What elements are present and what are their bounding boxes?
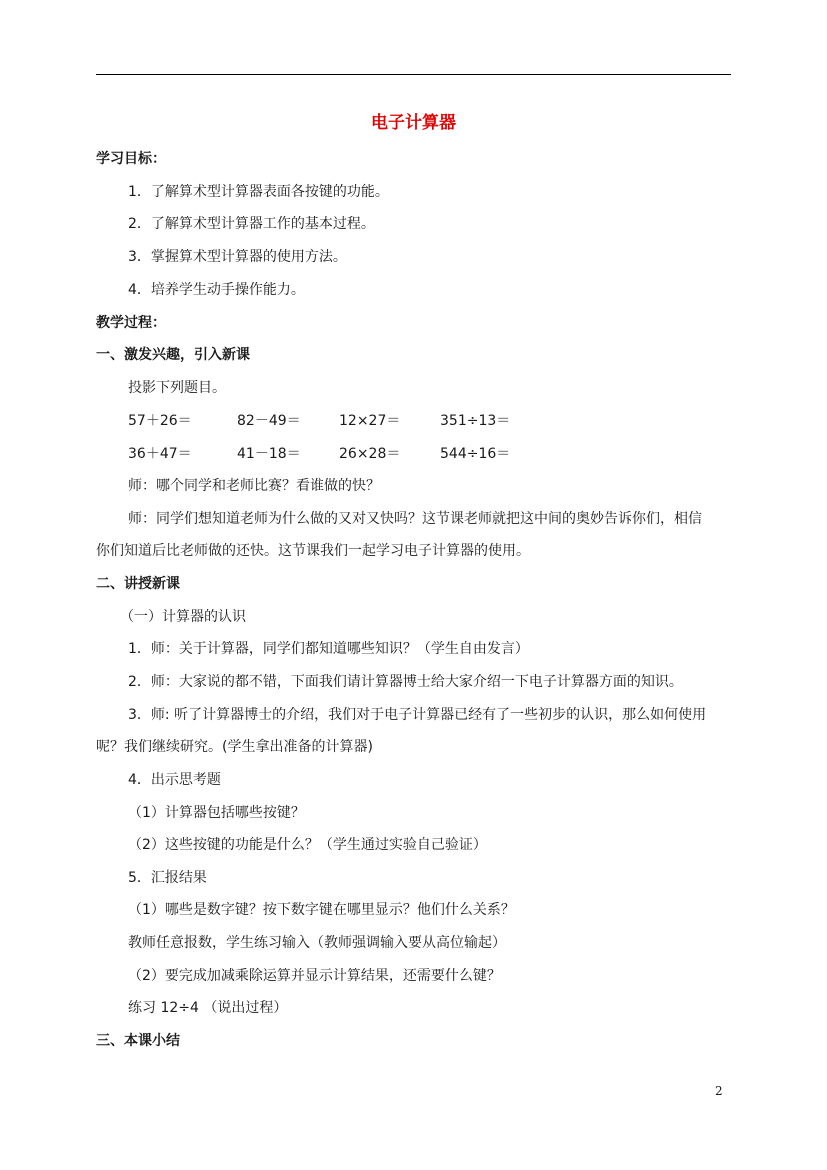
teacher-line-2a: 师：同学们想知道老师为什么做的又对又快吗？这节课老师就把这中间的奥妙告诉你们，相信: [128, 511, 702, 527]
problem-r1-c1: 57＋26＝: [128, 413, 192, 429]
page-number: 2: [715, 1084, 723, 1098]
objectives-heading: 学习目标：: [96, 151, 166, 167]
document-title: 电子计算器: [371, 113, 456, 133]
section2-item4: 4．出示思考题: [128, 772, 221, 788]
problem-r2-c4: 544÷16＝: [440, 446, 511, 462]
teacher-line-2b: 你们知道后比老师做的还快。这节课我们一起学习电子计算器的使用。: [96, 543, 530, 559]
problem-r1-c2: 82－49＝: [237, 413, 301, 429]
problem-r2-c2: 41－18＝: [237, 446, 301, 462]
objective-item-3: 3．掌握算术型计算器的使用方法。: [128, 249, 347, 265]
question-2: （2）这些按键的功能是什么？（学生通过实验自己验证）: [128, 837, 487, 853]
section1-intro: 投影下列题目。: [128, 380, 226, 396]
process-heading: 教学过程：: [96, 315, 166, 331]
section2-item2: 2．师：大家说的都不错，下面我们请计算器博士给大家介绍一下电子计算器方面的知识。: [128, 674, 683, 690]
teacher-line-1: 师：哪个同学和老师比赛？看谁做的快？: [128, 478, 380, 494]
result-2: （2）要完成加减乘除运算并显示计算结果，还需要什么键？: [128, 968, 501, 984]
section2-item3a: 3．师: 听了计算器博士的介绍，我们对于电子计算器已经有了一些初步的认识，那么如何使用: [128, 707, 707, 723]
practice-line: 练习 12÷4 （说出过程）: [128, 1000, 288, 1016]
section3-heading: 三、本课小结: [96, 1033, 180, 1049]
header-rule: [96, 74, 731, 75]
section2-heading: 二、讲授新课: [96, 576, 180, 592]
section2-item3b: 呢？我们继续研究。(学生拿出准备的计算器): [96, 739, 373, 755]
section2-item5: 5．汇报结果: [128, 870, 207, 886]
problem-r2-c3: 26×28＝: [339, 446, 401, 462]
problem-r2-c1: 36＋47＝: [128, 446, 192, 462]
section1-heading: 一、激发兴趣，引入新课: [96, 347, 250, 363]
problem-r1-c3: 12×27＝: [339, 413, 401, 429]
objective-item-4: 4．培养学生动手操作能力。: [128, 282, 305, 298]
section2-sub1: （一）计算器的认识: [120, 609, 246, 625]
problem-r1-c4: 351÷13＝: [440, 413, 511, 429]
objective-item-1: 1．了解算术型计算器表面各按键的功能。: [128, 184, 389, 200]
result-1: （1）哪些是数字键？按下数字键在哪里显示？他们什么关系？: [128, 902, 515, 918]
result-1-note: 教师任意报数，学生练习输入（教师强调输入要从高位输起）: [128, 935, 506, 951]
question-1: （1）计算器包括哪些按键？: [128, 805, 305, 821]
objective-item-2: 2．了解算术型计算器工作的基本过程。: [128, 216, 375, 232]
section2-item1: 1．师：关于计算器，同学们都知道哪些知识？（学生自由发言）: [128, 641, 529, 657]
